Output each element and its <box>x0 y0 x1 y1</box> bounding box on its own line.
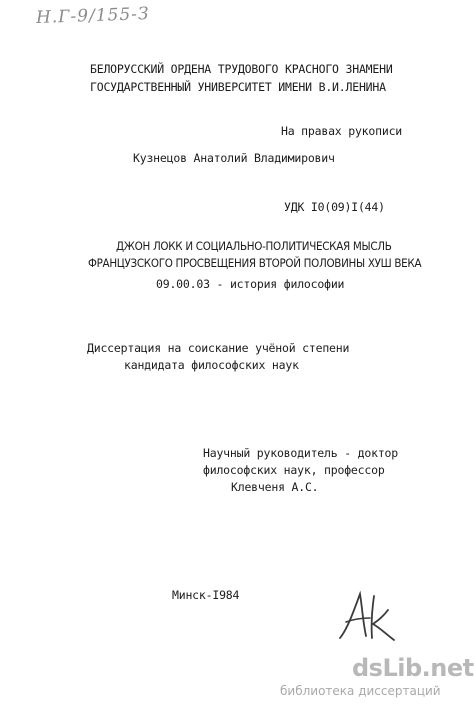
dslib-watermark <box>280 652 474 702</box>
udc-code: УДК I0(09)I(44) <box>284 200 385 214</box>
degree-line-1: Диссертация на соискание учёной степени <box>87 341 350 355</box>
specialty-code: 09.00.03 - история философии <box>156 277 345 291</box>
author-signature <box>336 588 406 648</box>
dissertation-title-line-1: ДЖОН ЛОКК И СОЦИАЛЬНО-ПОЛИТИЧЕСКАЯ МЫСЛЬ <box>116 239 392 253</box>
city-year: Минск-I984 <box>172 588 240 602</box>
dslib-caption: библиотека диссертаций <box>280 684 441 698</box>
supervisor-name: Клевченя А.С. <box>231 480 319 494</box>
handwritten-archive-code: Н.Г-9/155-З <box>35 4 150 28</box>
dissertation-title-line-2: ФРАНЦУЗСКОГО ПРОСВЕЩЕНИЯ ВТОРОЙ ПОЛОВИНЫ ХУШ ВЕКА <box>88 256 422 270</box>
institution-line-2: ГОСУДАРСТВЕННЫЙ УНИВЕРСИТЕТ ИМЕНИ В.И.ЛЕНИНА <box>90 80 386 94</box>
manuscript-rights-note: На правах рукописи <box>281 124 403 138</box>
dslib-logo: dsLib.net <box>352 654 474 682</box>
author-name: Кузнецов Анатолий Владимирович <box>133 151 335 165</box>
degree-line-2: кандидата философских наук <box>124 358 299 372</box>
institution-line-1: БЕЛОРУССКИЙ ОРДЕНА ТРУДОВОГО КРАСНОГО ЗНАМЕНИ <box>90 62 393 76</box>
supervisor-line-1: Научный руководитель - доктор <box>203 446 398 460</box>
supervisor-line-2: философских наук, профессор <box>203 463 385 477</box>
